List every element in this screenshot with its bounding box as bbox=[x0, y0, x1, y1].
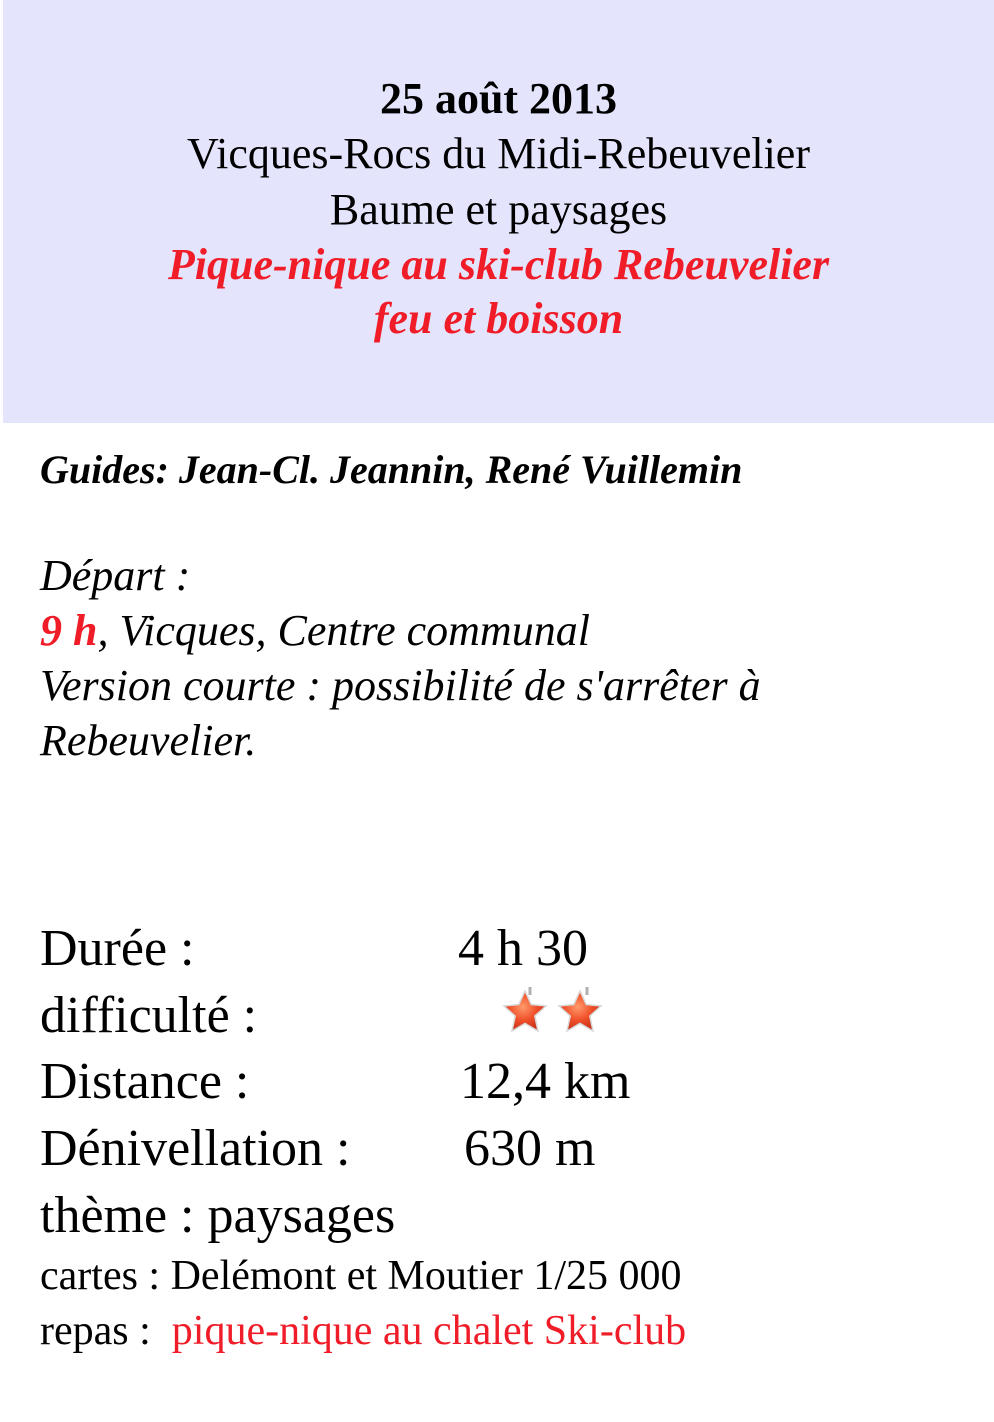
star-icon bbox=[504, 987, 546, 1031]
depart-place: , Vicques, Centre communal bbox=[97, 606, 590, 655]
short-version-line-2: Rebeuvelier. bbox=[40, 716, 257, 765]
depart-time-place bbox=[40, 603, 761, 658]
duree-value: 4 h 30 bbox=[458, 920, 588, 977]
cartes-line: cartes : Delémont et Moutier 1/25 000 bbox=[40, 1253, 682, 1299]
short-version-line-1: Version courte : possibilité de s'arrêter à bbox=[40, 661, 761, 710]
event-date: 25 août 2013 bbox=[379, 74, 618, 123]
header-box bbox=[3, 0, 994, 423]
repas-value: pique-nique au chalet Ski-club bbox=[171, 1308, 687, 1354]
duree-label: Durée : bbox=[40, 920, 195, 977]
repas-label: repas : bbox=[40, 1308, 162, 1354]
denivellation-label: Dénivellation : bbox=[40, 1120, 351, 1177]
guides-line: Guides: Jean-Cl. Jeannin, René Vuillemin bbox=[40, 447, 743, 492]
event-theme: Baume et paysages bbox=[329, 185, 668, 234]
theme-line: thème : paysages bbox=[40, 1187, 396, 1244]
picnic-line-1: Pique-nique au ski-club Rebeuvelier bbox=[167, 240, 830, 289]
depart-block bbox=[40, 548, 761, 768]
difficulty-stars bbox=[498, 985, 608, 1040]
picnic-line-2: feu et boisson bbox=[373, 294, 624, 343]
distance-value: 12,4 km bbox=[460, 1053, 631, 1110]
distance-label: Distance : bbox=[40, 1053, 250, 1110]
denivellation-value: 630 m bbox=[464, 1120, 596, 1177]
depart-hour: 9 h bbox=[40, 606, 98, 655]
star-icon bbox=[559, 987, 601, 1031]
difficulte-label: difficulté : bbox=[40, 987, 258, 1044]
repas-line bbox=[40, 1305, 686, 1357]
route-title: Vicques-Rocs du Midi-Rebeuvelier bbox=[187, 129, 810, 178]
depart-label: Départ : bbox=[40, 551, 191, 600]
